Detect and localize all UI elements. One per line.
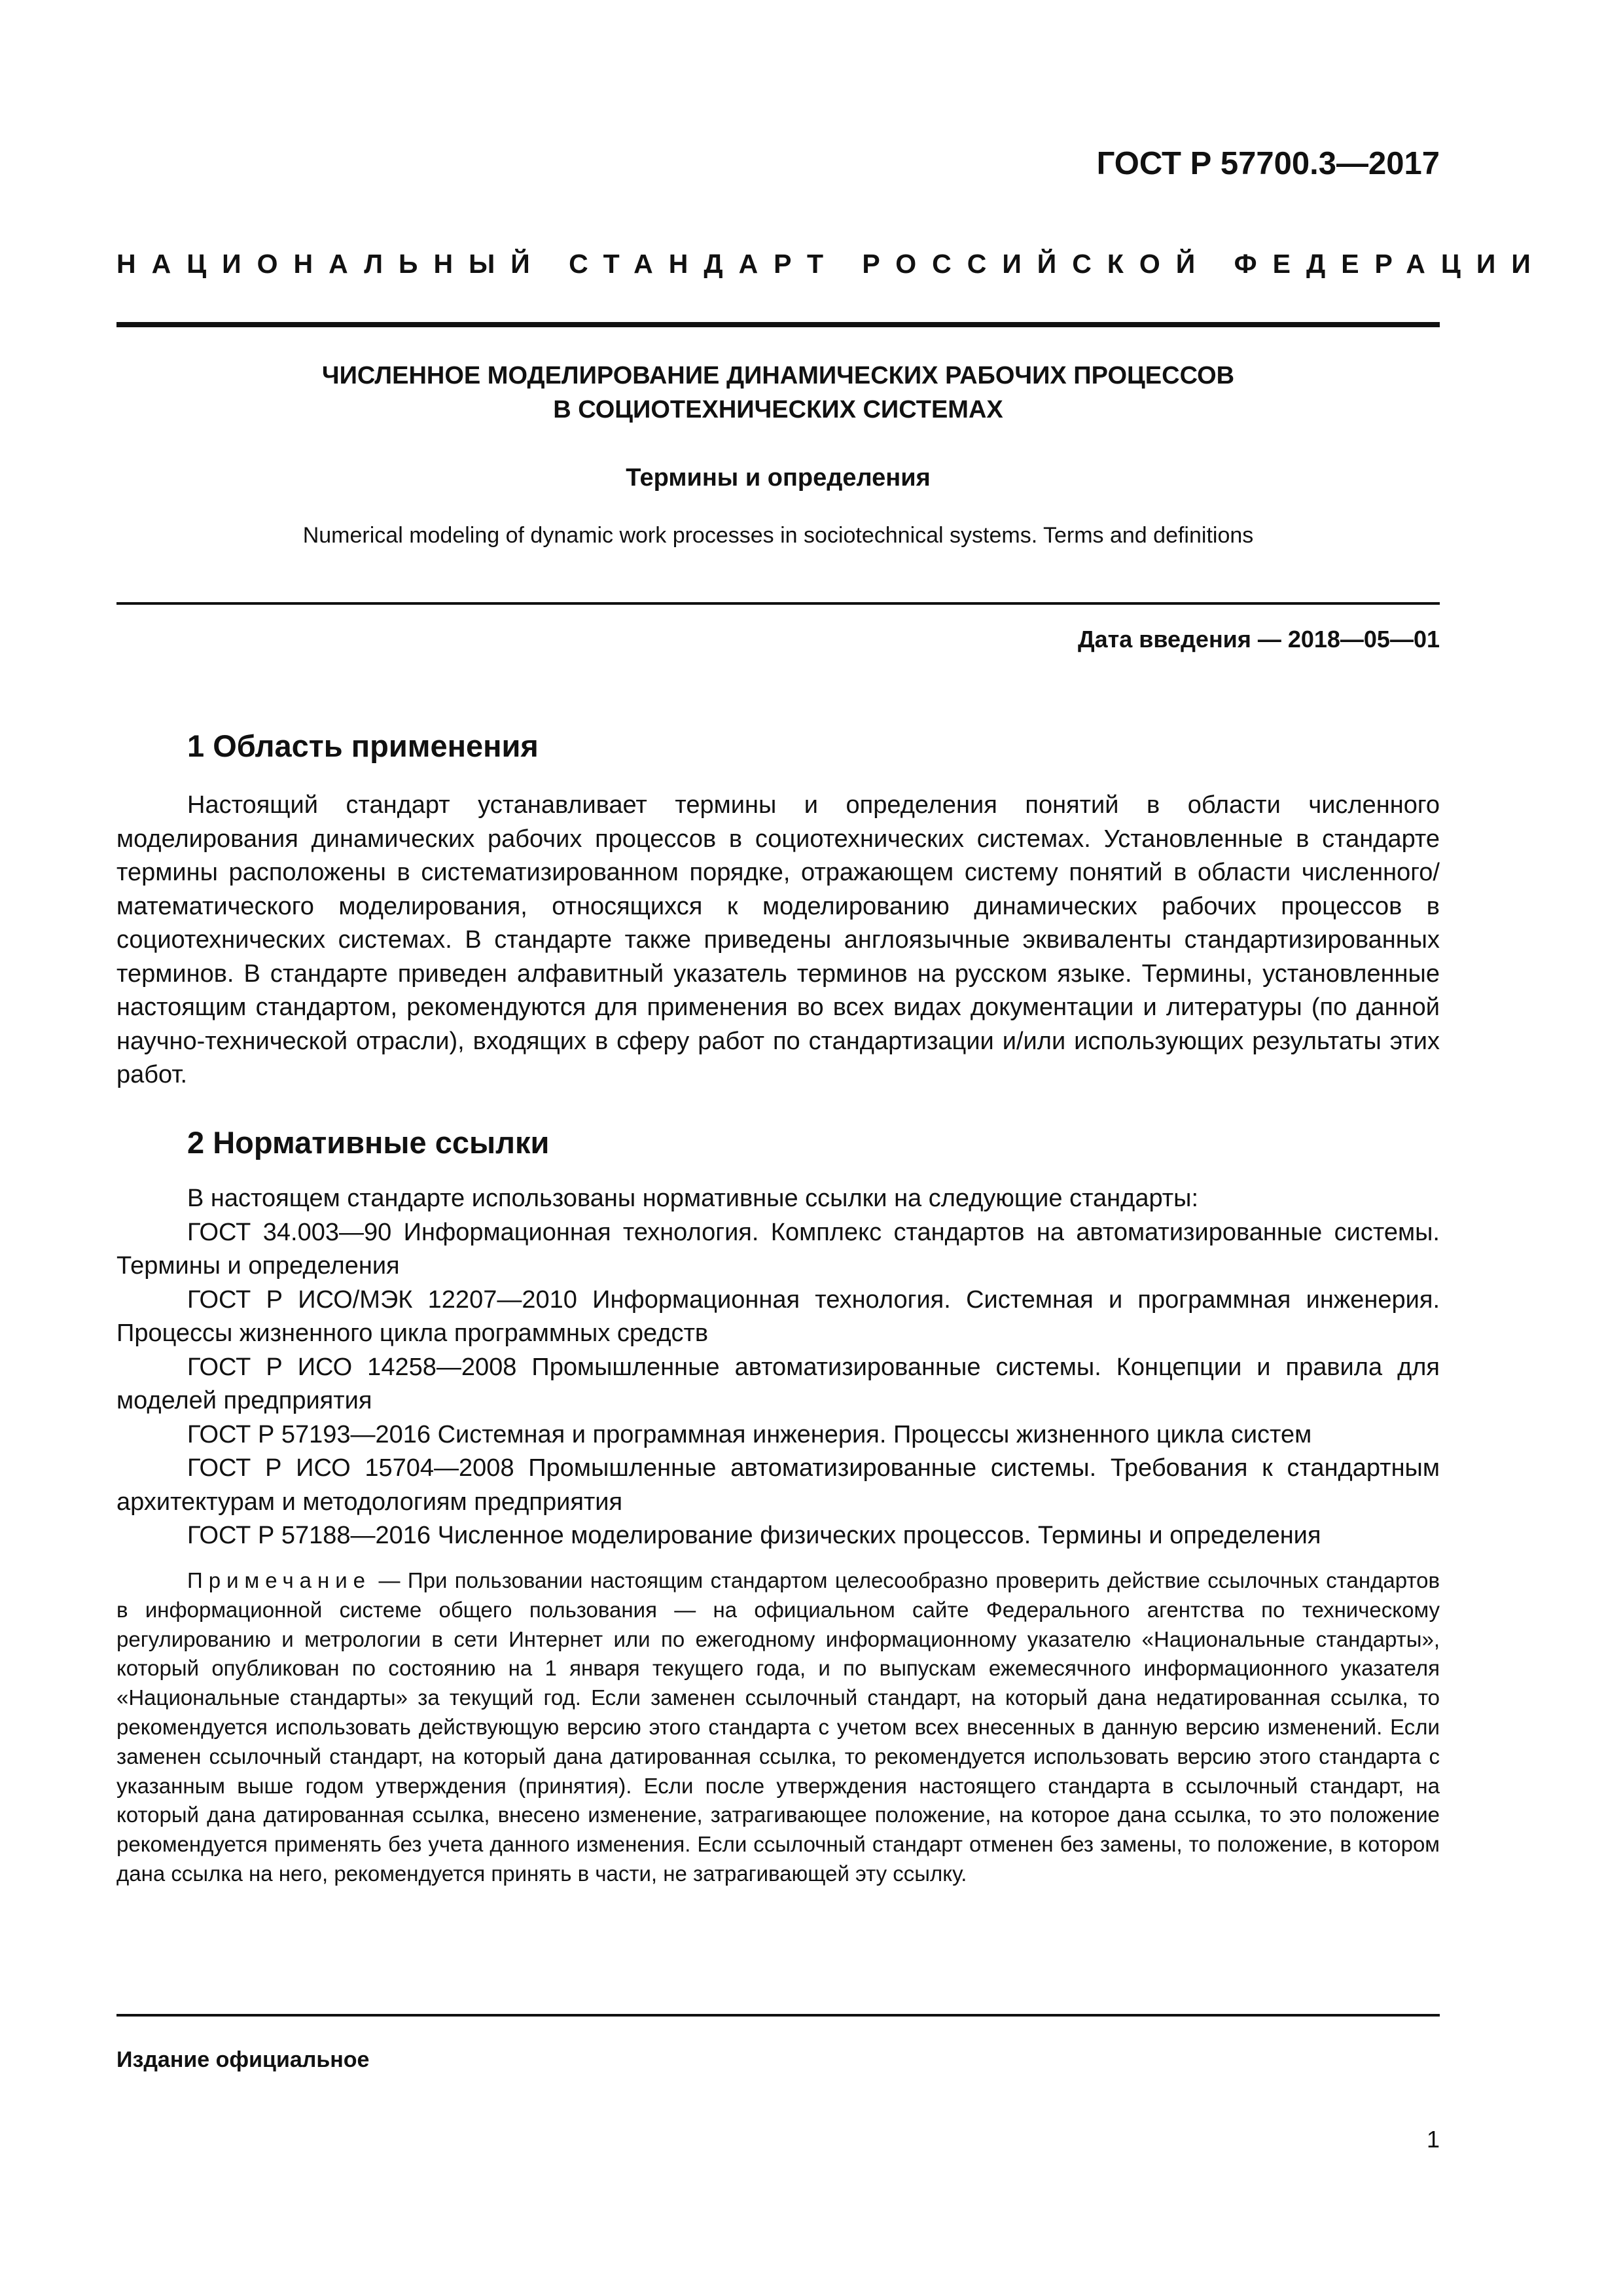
standard-number: ГОСТ Р 57700.3—2017	[1096, 146, 1440, 181]
note-label: Примечание	[187, 1568, 372, 1592]
normative-references	[116, 1182, 1440, 1553]
document-subtitle: Термины и определения	[626, 464, 931, 492]
document-page	[116, 0, 1546, 2296]
references-note	[116, 1566, 1440, 1889]
note-text: — При пользовании настоящим стандартом целесообразно проверить действие ссылочных стандартов в информационной системе общего пользования — на официальном сайте Федерального агентства по техническому регулированию и метрологии в сети Интернет или по ежегодному информационному указателю «Национальные стандарты», который опубликован по состоянию на 1 января текущего года, и по выпускам ежемесячного информационного указателя «Национальные стандарты» за текущий год. Если заменен ссылочный стандарт, на который дана недатированная ссылка, то рекомендуется использовать действующую версию этого стандарта с учетом всех внесенных в данную версию изменений. Если заменен ссылочный стандарт, на который дана датированная ссылка, то рекомендуется использовать версию этого стандарта с указанным выше годом утверждения (принятия). Если после утверждения настоящего стандарта в ссылочный стандарт, на который дана датированная ссылка, внесено изменение, затрагивающее положение, на которое дана ссылка, то это положение рекомендуется применять без учета данного изменения. Если ссылочный стандарт отменен без замены, то положение, в котором дана ссылка на него, рекомендуется принять в части, не затрагивающей эту ссылку.	[116, 1568, 1440, 1886]
official-edition-label: Издание официальное	[116, 2047, 370, 2072]
reference-item: ГОСТ Р ИСО/МЭК 12207—2010 Информационная технология. Системная и программная инженерия. Процессы жизненного цикла программных средств	[116, 1285, 1440, 1347]
section-1-text	[116, 789, 1440, 1092]
english-title: Numerical modeling of dynamic work processes in sociotechnical systems. Terms and definitions	[302, 523, 1254, 548]
national-standard-banner: НАЦИОНАЛЬНЫЙ СТАНДАРТ РОССИЙСКОЙ ФЕДЕРАЦИИ	[116, 249, 1546, 279]
scope-paragraph: Настоящий стандарт устанавливает термины и определения понятий в области численного моделирования динамических рабочих процессов в социотехнических системах. Установленные в стандарте термины расположены в систематизированном порядке, отражающем систему понятий в области численного/математического моделирования, относящихся к моделированию динамических рабочих процессов в социотехнических системах. В стандарте также приведены англоязычные эквиваленты стандартизированных терминов. В стандарте приведен алфавитный указатель терминов на русском языке. Термины, установленные настоящим стандартом, рекомендуются для применения во всех видах документации и литературы (по данной научно-технической отрасли), входящих в сферу работ по стандартизации и/или использующих результаты этих работ.	[116, 791, 1440, 1088]
footer-divider	[116, 2014, 1440, 2017]
header-divider	[116, 322, 1440, 327]
title-block	[116, 359, 1440, 551]
section-1-heading: 1 Область применения	[187, 728, 539, 763]
reference-item: ГОСТ 34.003—90 Информационная технология. Комплекс стандартов на автоматизированные системы. Термины и определения	[116, 1218, 1440, 1280]
section-2-heading: 2 Нормативные ссылки	[187, 1125, 550, 1160]
reference-item: ГОСТ Р ИСО 15704—2008 Промышленные автоматизированные системы. Требования к стандартным архитектурам и методологиям предприятия	[116, 1454, 1440, 1516]
reference-item: ГОСТ Р ИСО 14258—2008 Промышленные автоматизированные системы. Концепции и правила для моделей предприятия	[116, 1353, 1440, 1414]
references-intro: В настоящем стандарте использованы нормативные ссылки на следующие стандарты:	[187, 1185, 1199, 1212]
reference-item: ГОСТ Р 57193—2016 Системная и программная инженерия. Процессы жизненного цикла систем	[187, 1420, 1312, 1448]
document-title-line-2: В СОЦИОТЕХНИЧЕСКИХ СИСТЕМАХ	[553, 396, 1003, 423]
introduction-date: Дата введения — 2018—05—01	[1077, 626, 1440, 653]
page-number: 1	[1426, 2126, 1440, 2153]
title-divider	[116, 602, 1440, 605]
document-title-line-1: ЧИСЛЕННОЕ МОДЕЛИРОВАНИЕ ДИНАМИЧЕСКИХ РАБОЧИХ ПРОЦЕССОВ	[321, 362, 1235, 389]
reference-item: ГОСТ Р 57188—2016 Численное моделирование физических процессов. Термины и определения	[187, 1522, 1321, 1549]
